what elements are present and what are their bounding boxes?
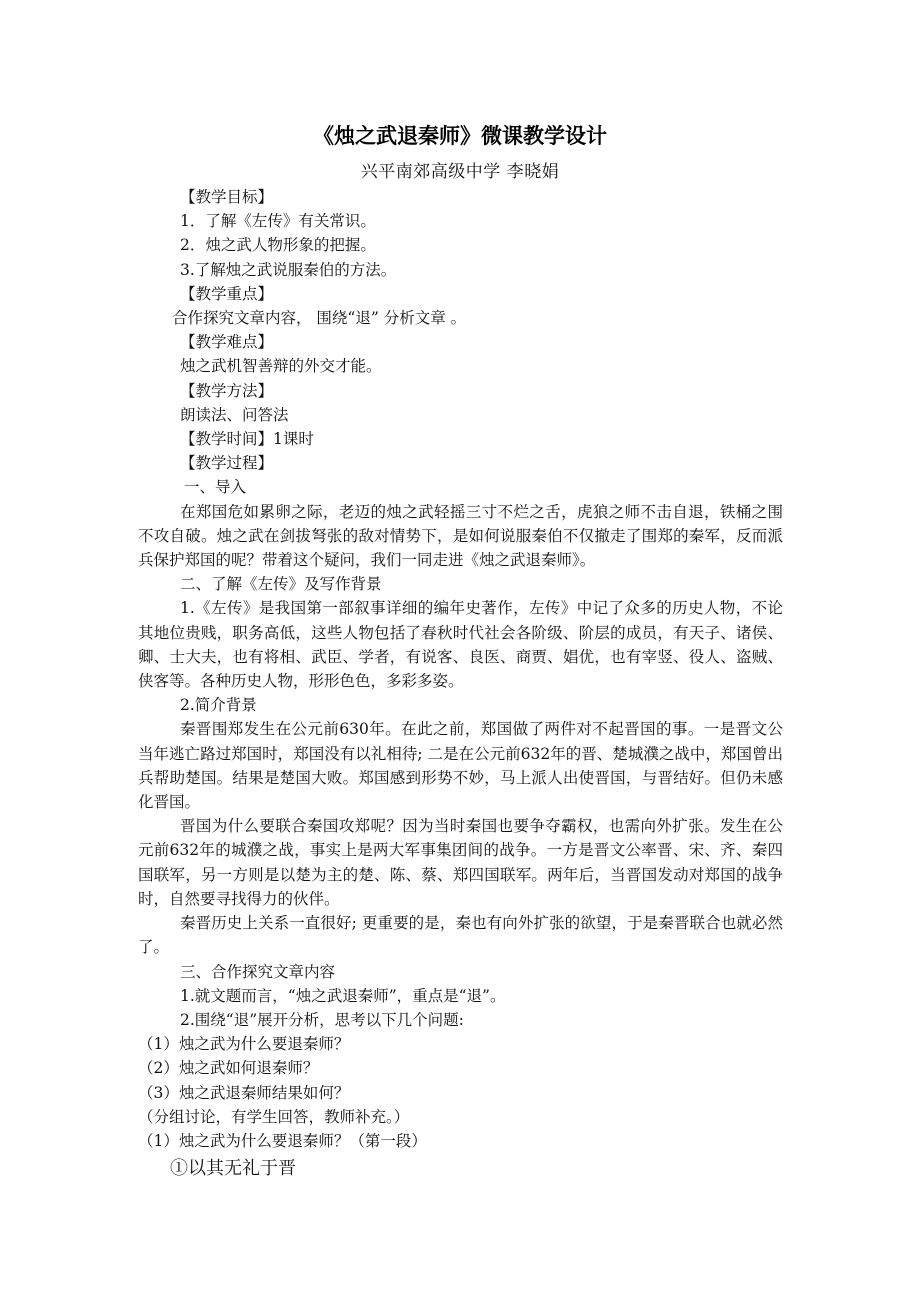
methods-text: 朗读法、问答法 (180, 405, 289, 424)
objective-item: 1．了解《左传》有关常识。 (180, 212, 376, 231)
objective-item: 2．烛之武人物形象的把握。 (180, 236, 376, 255)
difficulties-text: 烛之武机智善辩的外交才能。 (180, 357, 382, 376)
question-item: （3）烛之武退秦师结果如何？ (138, 1083, 350, 1102)
background-subheading: 2.简介背景 (180, 696, 257, 715)
step-heading-intro: 一、导入 (184, 478, 247, 497)
document-title: 《烛之武退秦师》微课教学设计 (313, 124, 607, 148)
step-heading-background: 二、了解《左传》及写作背景 (180, 575, 382, 594)
section-heading-key-points: 【教学重点】 (180, 284, 274, 303)
background-paragraph-2: 晋国为什么要联合秦国攻郑呢？因为当时秦国也要争夺霸权，也需向外扩张。发生在公元前632年的城濮之战，事实上是两大军事集团间的战争。一方是晋文公率晋、宋、齐、秦四国联军，另一方则是以楚为主的楚、陈、蔡、郑四国联军。两年后，当晋国发动对郑国的战争时，自然要寻找得力的伙伴。 (138, 817, 783, 908)
section-heading-objectives: 【教学目标】 (180, 188, 274, 206)
document-body (138, 185, 783, 1183)
background-paragraph-1: 秦晋围郑发生在公元前630年。在此之前，郑国做了两件对不起晋国的事。一是晋文公当年逃亡路过郑国时，郑国没有以礼相待; 二是在公元前632年的晋、楚城濮之战中，郑国曾出兵帮助楚国。结果是楚国大败。郑国感到形势不妙，马上派人出使晋国，与晋结好。但仍未感化晋国。 (138, 720, 783, 812)
discussion-note: （分组讨论，有学生回答，教师补充。） (138, 1107, 410, 1126)
step-heading-explore: 三、合作探究文章内容 (180, 962, 336, 981)
author-line: 兴平南郊高级中学 李晓娟 (360, 162, 560, 182)
section-heading-difficulties: 【教学难点】 (180, 333, 274, 352)
explore-item: 2.围绕“退”展开分析，思考以下几个问题: (180, 1010, 464, 1029)
section-heading-methods: 【教学方法】 (180, 381, 274, 400)
background-paragraph-3: 秦晋历史上关系一直很好; 更重要的是，秦也有向外扩张的欲望，于是秦晋联合也就必然了。 (138, 914, 783, 957)
objective-item: 3.了解烛之武说服秦伯的方法。 (180, 260, 397, 279)
explore-item: 1.就文题而言，“烛之武退秦师”，重点是“退”。 (180, 986, 506, 1005)
section-heading-process: 【教学过程】 (180, 454, 274, 473)
answer-point: ①以其无礼于晋 (170, 1158, 296, 1180)
key-points-text: 合作探究文章内容， 围绕“退” 分析文章 。 (172, 309, 467, 328)
question-item: （1）烛之武为什么要退秦师？ (138, 1035, 350, 1054)
section-heading-time: 【教学时间】1课时 (180, 430, 314, 449)
zuozhuan-paragraph: 1.《左传》是我国第一部叙事详细的编年史著作，左传》中记了众多的历史人物，不论其地位贵贱，职务高低，这些人物包括了春秋时代社会各阶级、阶层的成员，有天子、诸侯、卿、士大夫，也有将相、武臣、学者，有说客、良医、商贾、娼优，也有宰竖、役人、盗贼、侠客等。各种历史人物，形形色色，多彩多姿。 (138, 599, 783, 691)
intro-paragraph: 在郑国危如累卵之际，老迈的烛之武轻摇三寸不烂之舌，虎狼之师不击自退，铁桶之围不攻自破。烛之武在剑拔弩张的敌对情势下，是如何说服秦伯不仅撤走了围郑的秦军，反而派兵保护郑国的呢？带着这个疑问，我们一同走进《烛之武退秦师》。 (138, 502, 783, 570)
question-item: （2）烛之武如何退秦师？ (138, 1059, 319, 1078)
question-answer-heading: （1）烛之武为什么要退秦师？（第一段） (138, 1131, 427, 1150)
